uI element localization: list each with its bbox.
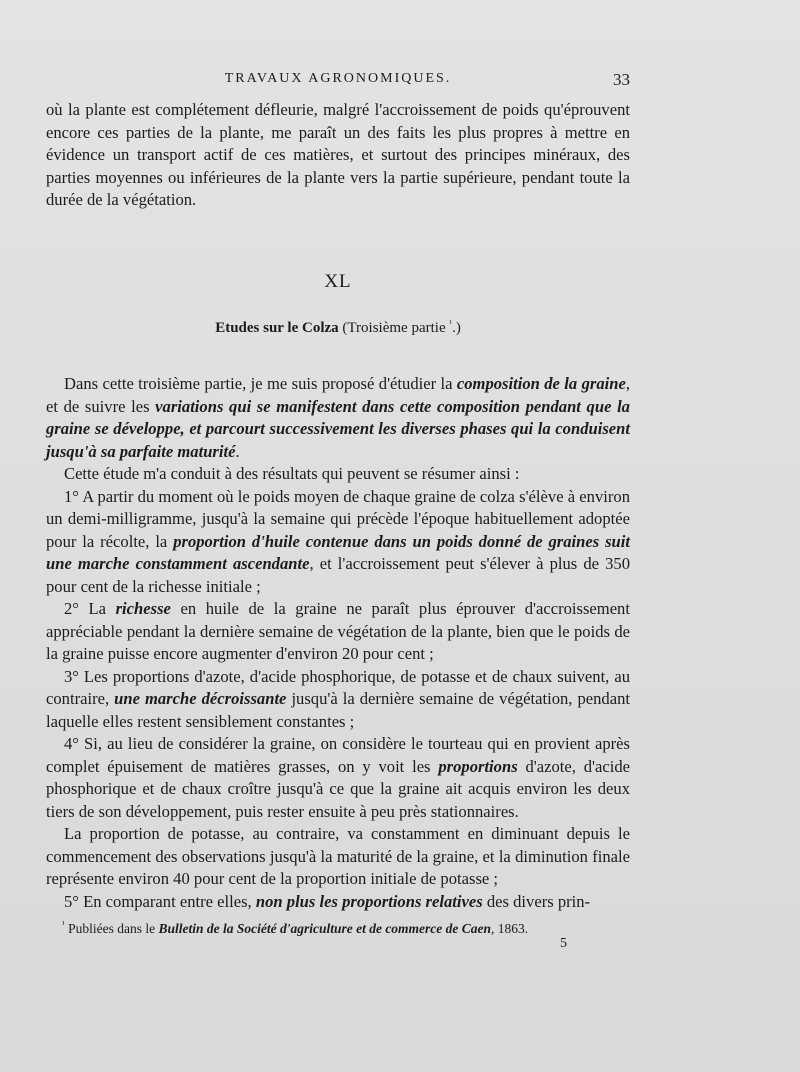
- text-run: 4° Si, au lieu de considérer la graine, on considère le tourteau qui en provient après complet épuisement de matières grasses, on y voit les: [46, 734, 630, 776]
- paragraph-point-3: [46, 666, 630, 734]
- footnote-ref: ¹: [449, 318, 453, 328]
- emphasis-run: proportion d'huile contenue dans un poids donné de graines suit une marche constamment ascendante: [46, 531, 630, 573]
- section-title: [46, 318, 630, 337]
- text-run: 5° En comparant entre elles,: [64, 891, 252, 911]
- paragraph-intro: [46, 373, 630, 463]
- text-run: d'azote, d'acide phosphorique et de chaux croître jusqu'à ce que la graine ait acquis environ les deux tiers de son développement, puis rester ensuite à peu près stationnaires.: [46, 756, 630, 821]
- section-number: XL: [324, 271, 352, 292]
- section-title-main: Etudes sur le Colza: [215, 320, 339, 336]
- text-run: jusqu'à la dernière semaine de végétation, pendant laquelle elles restent sensiblement constantes ;: [46, 689, 630, 731]
- paragraph-potash: La proportion de potasse, au contraire, va constamment en diminuant depuis le commencement des observations jusqu'à la maturité de la graine, et la diminution finale représente environ 40 pour cent de la proportion initiale de potasse ;: [46, 824, 630, 888]
- paragraph-summary: Cette étude m'a conduit à des résultats qui peuvent se résumer ainsi :: [64, 464, 520, 483]
- section-title-close: .): [452, 320, 461, 336]
- footnote: [62, 915, 630, 938]
- footnote-journal: Bulletin de la Société d'agriculture et de commerce de Caen: [158, 921, 492, 936]
- signature-mark: 5: [560, 936, 567, 951]
- text-run: 2° La: [64, 599, 107, 618]
- footnote-text-a: Publiées dans le: [68, 921, 156, 936]
- emphasis-run: richesse: [115, 599, 171, 618]
- emphasis-run: non plus les proportions relatives: [255, 891, 483, 911]
- paragraph-point-1: [46, 486, 630, 599]
- paragraph-point-4: [46, 733, 630, 823]
- text-run: , et de suivre les: [46, 374, 630, 416]
- emphasis-run: composition de la graine: [456, 374, 626, 393]
- footnote-text-b: , 1863.: [491, 921, 529, 936]
- text-run: , et l'accroissement peut s'élever à plus de 350 pour cent de la richesse initiale ;: [46, 554, 630, 596]
- text-run: Dans cette troisième partie, je me suis proposé d'étudier la: [64, 374, 453, 393]
- section-title-sub: (Troisième partie: [342, 320, 446, 336]
- emphasis-run: proportions: [438, 756, 518, 776]
- text-run: en huile de la graine ne paraît plus éprouver d'accroissement appréciable pendant la dernière semaine de végétation de la plante, bien que le poids de la graine puisse encore augmenter d'environ 20 pour cent ;: [46, 599, 630, 663]
- intro-paragraph: où la plante est complétement défleurie, malgré l'accroissement de poids qu'éprouvent encore ces parties de la plante, me paraît un des faits les plus propres à mettre en évidence un transport actif de ces matières, et surtout des principes minéraux, des parties moyennes ou inférieures de la plante vers la partie supérieure, pendant toute la durée de la végétation.: [46, 100, 630, 209]
- emphasis-run: une marche décroissante: [114, 689, 287, 708]
- emphasis-run: variations qui se manifestent dans cette composition pendant que la graine se développe, et parcourt successivement les diverses phases qui la conduisent jusqu'à sa parfaite maturité: [46, 396, 630, 461]
- page-header: [46, 67, 630, 91]
- paragraph-point-5: [46, 891, 630, 914]
- main-text: [46, 373, 630, 913]
- intro-paragraph-block: [46, 99, 630, 212]
- footnote-marker: ¹: [62, 919, 65, 929]
- text-run: des divers prin-: [486, 891, 591, 911]
- paragraph-point-2: [46, 598, 630, 666]
- text-run: 1° A partir du moment où le poids moyen de chaque graine de colza s'élève à environ un demi-milligramme, jusqu'à la semaine qui précède l'époque habituellement adoptée pour la récolte, la: [46, 486, 630, 551]
- running-title: TRAVAUX AGRONOMIQUES.: [224, 71, 452, 86]
- text-run: .: [235, 441, 240, 461]
- page-number: 33: [613, 70, 630, 89]
- text-run: 3° Les proportions d'azote, d'acide phosphorique, de potasse et de chaux suivent, au contraire,: [46, 666, 630, 708]
